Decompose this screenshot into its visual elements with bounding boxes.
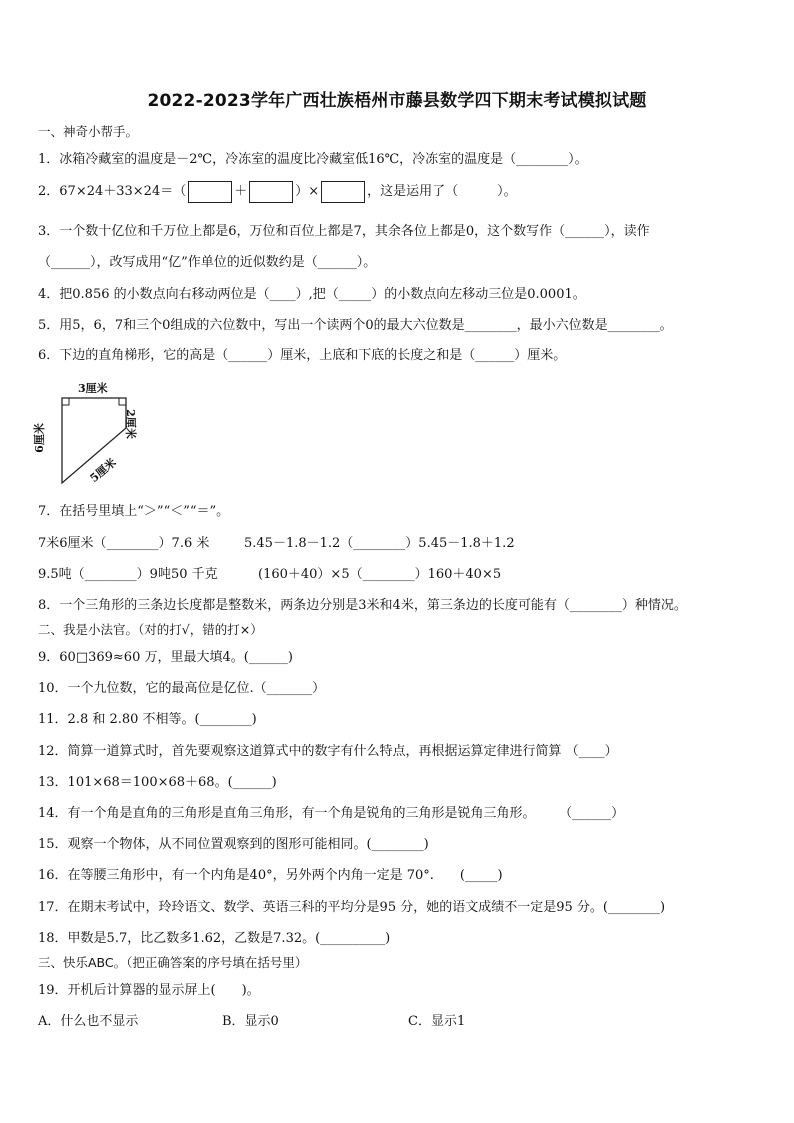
question-5: 5．用5，6，7和三个0组成的六位数中，写出一个读两个0的最大六位数是________，最小六位数是________。 — [38, 318, 673, 333]
question-15: 15．观察一个物体，从不同位置观察到的图形可能相同。(________) — [38, 837, 429, 852]
question-2-start: 2．67×24＋33×24＝（ — [38, 184, 187, 199]
section-heading-1: 一、神奇小帮手。 — [38, 124, 139, 139]
answer-box-1[interactable] — [188, 181, 232, 203]
question-6: 6．下边的直角梯形，它的高是（______）厘米，上底和下底的长度之和是（______）厘米。 — [38, 348, 567, 363]
section-heading-2: 二、我是小法官。（对的打√，错的打×） — [38, 622, 263, 637]
question-4: 4．把0.856 的小数点向右移动两位是（____）,把（_____）的小数点向左移动三位是0.0001。 — [38, 287, 586, 302]
question-7: 7．在括号里填上“＞”“＜”“＝”。 — [38, 504, 230, 519]
page-title: 2022-2023学年广西壮族梧州市藤县数学四下期末考试模拟试题 — [147, 91, 647, 111]
question-2-times: ）× — [295, 184, 320, 199]
trapezoid-diagram — [32, 378, 168, 498]
question-8: 8．一个三角形的三条边长度都是整数米，两条边分别是3米和4米，第三条边的长度可能有（________）种情况。 — [38, 598, 687, 613]
question-19: 19．开机后计算器的显示屏上( )。 — [38, 983, 260, 998]
question-3-line-2: （______），改写成用“亿”作单位的近似数约是（______）。 — [38, 255, 377, 270]
question-14: 14．有一个角是直角的三角形是直角三角形，有一个角是锐角的三角形是锐角三角形。 （______） — [38, 806, 625, 821]
right-side-label: 2厘米 — [123, 409, 137, 439]
question-10: 10．一个九位数，它的最高位是亿位.（_______） — [38, 681, 326, 696]
question-17: 17．在期末考试中，玲玲语文、数学、英语三科的平均分是95 分，她的语文成绩不一定是95 分。(________) — [38, 900, 666, 915]
height-label: 6厘米 — [32, 423, 46, 453]
choice-c[interactable]: C．显示1 — [408, 1014, 466, 1029]
question-2 — [38, 180, 517, 203]
top-base-label: 3厘米 — [78, 382, 108, 395]
section-heading-3: 三、快乐ABC。（把正确答案的序号填在括号里） — [38, 955, 308, 970]
choice-b[interactable]: B．显示0 — [222, 1014, 279, 1029]
question-7-item-4: (160＋40）×5（________）160＋40×5 — [258, 567, 502, 582]
answer-box-2[interactable] — [249, 181, 293, 203]
choice-a[interactable]: A．什么也不显示 — [38, 1014, 139, 1029]
question-2-plus: ＋ — [234, 184, 248, 199]
question-7-item-2: 5.45－1.8－1.2（________）5.45－1.8＋1.2 — [244, 536, 515, 551]
slant-side-label: 5厘米 — [87, 455, 119, 485]
question-13: 13．101×68＝100×68＋68。(______) — [38, 775, 277, 790]
question-9: 9．60□369≈60 万，里最大填4。(______) — [38, 650, 293, 665]
question-7-item-1: 7米6厘米（________）7.6 米 — [38, 536, 210, 551]
question-3-line-1: 3．一个数十亿位和千万位上都是6，万位和百位上都是7，其余各位上都是0，这个数写作（______），读作 — [38, 224, 650, 239]
question-18: 18．甲数是5.7，比乙数多1.62，乙数是7.32。(__________) — [38, 931, 391, 946]
question-2-end: ，这是运用了（ ）。 — [367, 184, 517, 199]
answer-box-3[interactable] — [321, 181, 365, 203]
question-7-item-3: 9.5吨（________）9吨50 千克 — [38, 567, 218, 582]
question-11: 11．2.8 和 2.80 不相等。(________) — [38, 712, 257, 727]
question-1: 1．冰箱冷藏室的温度是－2℃，冷冻室的温度比冷藏室低16℃，冷冻室的温度是（________）。 — [38, 152, 588, 167]
question-12: 12．简算一道算式时，首先要观察这道算式中的数字有什么特点，再根据运算定律进行简算 （____） — [38, 744, 618, 759]
question-16: 16．在等腰三角形中，有一个内角是40°，另外两个内角一定是 70°. (_____) — [38, 868, 503, 883]
